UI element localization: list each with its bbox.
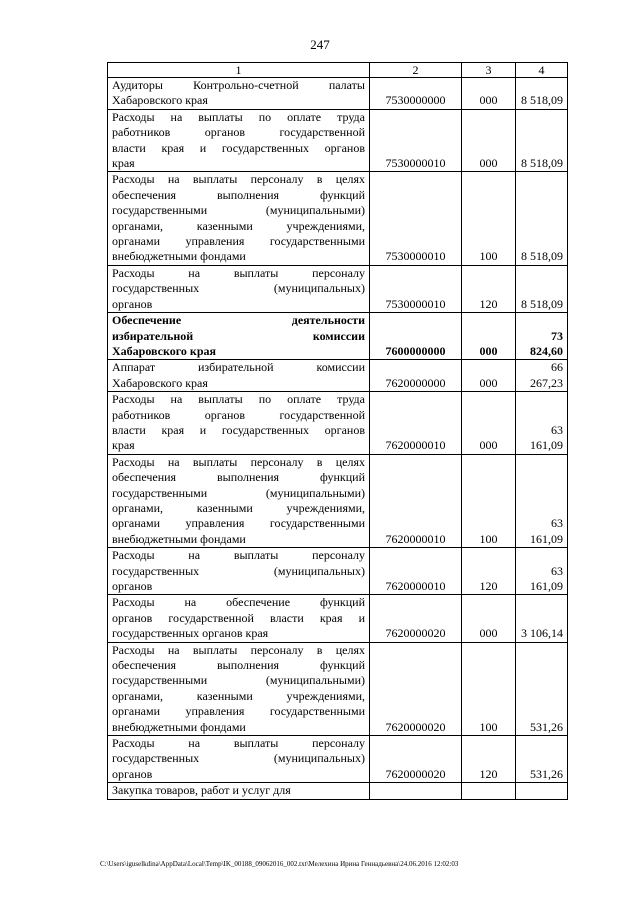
row-code-cell: 7620000010 [370, 548, 462, 595]
row-code-cell: 7530000000 [370, 78, 462, 110]
row-name-cell [108, 783, 370, 799]
row-name-line: Расходы на выплаты персоналу [112, 736, 365, 751]
row-sum-cell [516, 783, 568, 799]
row-code-cell: 7620000020 [370, 642, 462, 735]
row-sum-cell: 8 518,09 [516, 109, 568, 172]
row-name-line: Расходы на выплаты по оплате труда [112, 109, 365, 124]
table-row [108, 454, 568, 547]
row-name-line: государственными (муниципальными) [112, 673, 365, 688]
row-name-line: государственных (муниципальных) [112, 563, 365, 578]
column-header-code: 2 [370, 63, 462, 78]
table-row [108, 265, 568, 312]
row-name-line: органами, казенными учреждениями, [112, 688, 365, 703]
row-code-cell: 7530000010 [370, 109, 462, 172]
table-row [108, 595, 568, 642]
row-name-cell [108, 78, 370, 110]
row-name-line: Хабаровского края [112, 375, 208, 390]
row-code-cell: 7620000020 [370, 736, 462, 783]
row-name-line: органов [112, 296, 153, 311]
table-row [108, 172, 568, 265]
row-name-line: Хабаровского края [112, 343, 216, 358]
table-row [108, 736, 568, 783]
row-name-line: Хабаровского края [112, 93, 208, 108]
row-name-cell [108, 109, 370, 172]
row-code-cell: 7530000010 [370, 172, 462, 265]
row-kind-cell: 000 [462, 360, 516, 392]
row-kind-cell [462, 783, 516, 799]
table-row [108, 642, 568, 735]
column-header-name: 1 [108, 63, 370, 78]
row-code-cell: 7530000010 [370, 265, 462, 312]
row-name-cell [108, 548, 370, 595]
row-name-line: государственными (муниципальными) [112, 485, 365, 500]
row-name-line: Расходы на выплаты персоналу [112, 548, 365, 563]
row-name-line: работников органов государственной [112, 407, 365, 422]
row-name-line: органов [112, 579, 153, 593]
row-name-line: Расходы на обеспечение функций [112, 595, 365, 610]
row-name-line: государственных органов края [112, 626, 269, 641]
row-code-cell: 7620000000 [370, 360, 462, 392]
row-name-cell [108, 595, 370, 642]
budget-table [107, 62, 568, 800]
row-sum-cell: 3 106,14 [516, 595, 568, 642]
row-kind-cell: 000 [462, 595, 516, 642]
row-sum-cell: 66 267,23 [516, 360, 568, 392]
row-sum-cell: 8 518,09 [516, 172, 568, 265]
row-name-cell [108, 172, 370, 265]
row-code-cell: 7620000020 [370, 595, 462, 642]
row-sum-cell: 531,26 [516, 642, 568, 735]
row-name-line: Аппарат избирательной комиссии [112, 360, 365, 375]
row-name-line: государственных (муниципальных) [112, 281, 365, 296]
row-name-line: внебюджетными фондами [112, 249, 246, 264]
row-name-cell [108, 392, 370, 455]
row-kind-cell: 100 [462, 454, 516, 547]
row-name-line: органами управления государственными [112, 234, 365, 249]
row-name-line: государственными (муниципальными) [112, 203, 365, 218]
row-name-line: органами управления государственными [112, 516, 365, 531]
row-name-line: обеспечения выполнения функций [112, 187, 365, 202]
row-kind-cell: 120 [462, 548, 516, 595]
row-kind-cell: 000 [462, 78, 516, 110]
column-header-kind: 3 [462, 63, 516, 78]
row-name-line: органами, казенными учреждениями, [112, 218, 365, 233]
row-sum-cell: 63 161,09 [516, 392, 568, 455]
row-name-line: обеспечения выполнения функций [112, 658, 365, 673]
row-code-cell: 7620000010 [370, 454, 462, 547]
file-path-footer: C:\Users\iguselkdina\AppData\Local\Temp\IK_00188_09062016_002.txt\Мелехина Ирина Геннадьевна\24.06.2016 12:02:03 [100, 860, 459, 868]
row-kind-cell: 100 [462, 172, 516, 265]
row-kind-cell: 000 [462, 392, 516, 455]
row-sum-cell: 531,26 [516, 736, 568, 783]
row-name-cell [108, 360, 370, 392]
row-name-cell [108, 265, 370, 312]
row-sum-cell: 8 518,09 [516, 78, 568, 110]
row-name-line: Расходы на выплаты персоналу в целях [112, 172, 365, 187]
row-name-cell [108, 313, 370, 360]
row-sum-cell: 73 824,60 [516, 313, 568, 360]
row-name-cell [108, 454, 370, 547]
row-name-line: власти края и государственных органов [112, 140, 365, 155]
row-sum-cell: 8 518,09 [516, 265, 568, 312]
row-name-line: Расходы на выплаты по оплате труда [112, 392, 365, 407]
row-sum-cell: 63 161,09 [516, 548, 568, 595]
row-name-line: Аудиторы Контрольно-счетной палаты [112, 78, 365, 92]
row-code-cell: 7620000010 [370, 392, 462, 455]
row-name-line: Обеспечение деятельности [112, 313, 365, 328]
row-name-line: органами, казенными учреждениями, [112, 500, 365, 515]
row-name-line: работников органов государственной [112, 125, 365, 140]
column-header-sum: 4 [516, 63, 568, 78]
row-name-line: внебюджетными фондами [112, 531, 246, 546]
table-row [108, 109, 568, 172]
row-code-cell: 7600000000 [370, 313, 462, 360]
row-kind-cell: 000 [462, 313, 516, 360]
row-name-line: обеспечения выполнения функций [112, 470, 365, 485]
row-kind-cell: 120 [462, 736, 516, 783]
table-row [108, 392, 568, 455]
row-name-line: Расходы на выплаты персоналу в целях [112, 642, 365, 657]
row-kind-cell: 000 [462, 109, 516, 172]
table-row [108, 360, 568, 392]
row-name-line: края [112, 156, 135, 171]
row-name-cell [108, 736, 370, 783]
row-name-line: органов государственной власти края и [112, 610, 365, 625]
row-name-line: органов [112, 766, 153, 781]
row-kind-cell: 100 [462, 642, 516, 735]
table-row [108, 313, 568, 360]
row-name-cell [108, 642, 370, 735]
row-name-line: избирательной комиссии [112, 328, 365, 343]
row-name-line: власти края и государственных органов [112, 422, 365, 437]
table-row [108, 548, 568, 595]
row-name-line: Расходы на выплаты персоналу [112, 265, 365, 280]
row-kind-cell: 120 [462, 265, 516, 312]
row-name-line: Закупка товаров, работ и услуг для [112, 783, 291, 798]
row-code-cell [370, 783, 462, 799]
row-sum-cell: 63 161,09 [516, 454, 568, 547]
table-row [108, 78, 568, 110]
row-name-line: Расходы на выплаты персоналу в целях [112, 454, 365, 469]
table-row [108, 783, 568, 799]
row-name-line: внебюджетными фондами [112, 719, 246, 734]
row-name-line: государственных (муниципальных) [112, 751, 365, 766]
row-name-line: органами управления государственными [112, 704, 365, 719]
page-number: 247 [310, 37, 330, 52]
table-header-row [108, 63, 568, 78]
row-name-line: края [112, 438, 135, 453]
